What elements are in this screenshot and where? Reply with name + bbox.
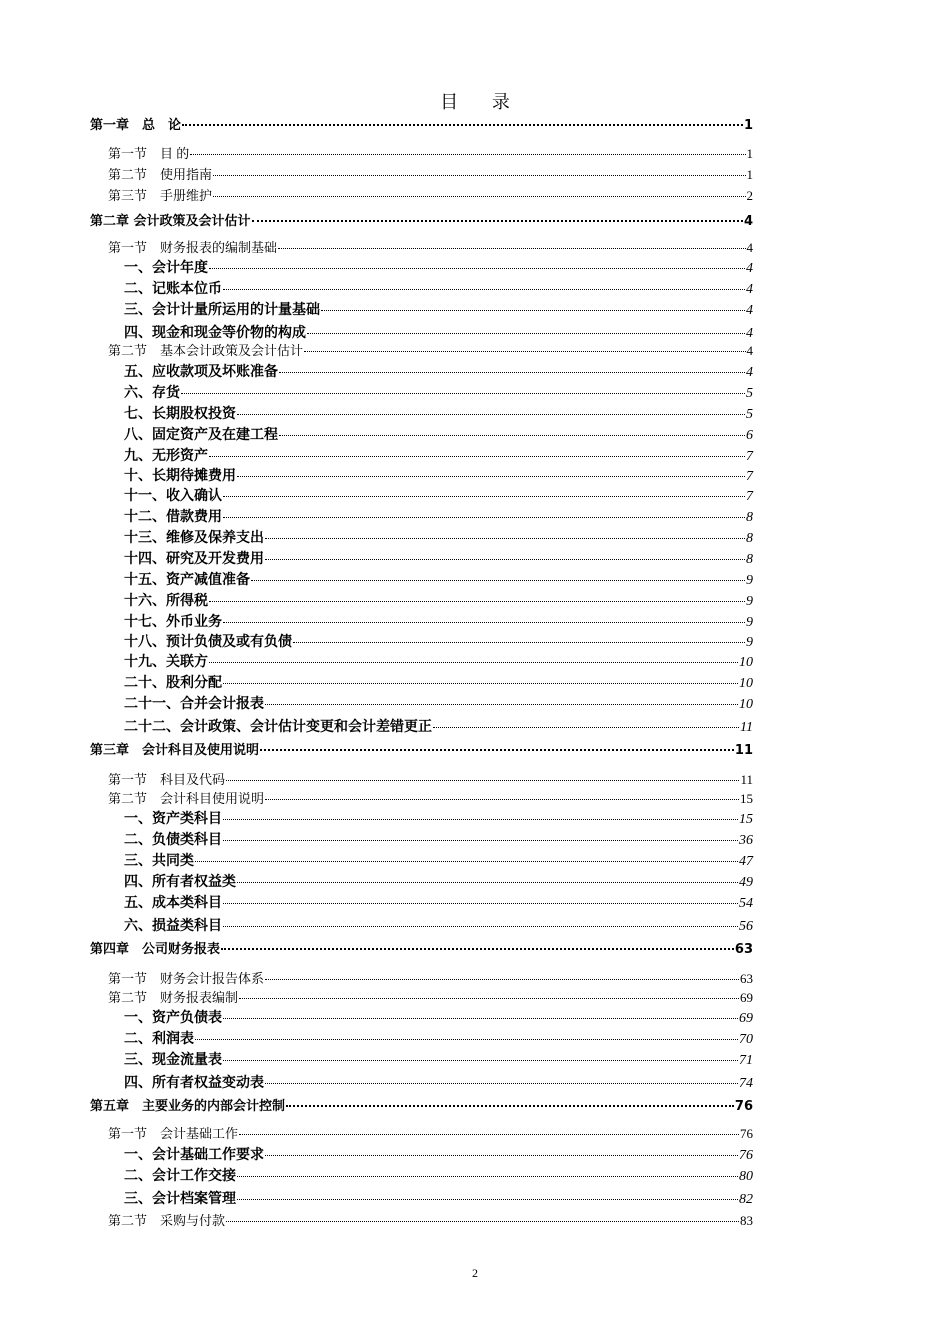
toc-dot-leader — [223, 840, 738, 841]
toc-entry-label: 三、现金流量表 — [124, 1052, 222, 1068]
toc-dot-leader — [223, 1060, 738, 1061]
toc-dot-leader — [279, 435, 745, 436]
toc-item-entry[interactable] — [90, 872, 753, 892]
toc-entry-page: 83 — [740, 1213, 753, 1228]
toc-entry-label: 第一节 财务报表的编制基础 — [108, 240, 278, 255]
toc-entry-label: 二、利润表 — [124, 1031, 194, 1047]
toc-item-entry[interactable] — [90, 673, 753, 693]
toc-entry-label: 十七、外币业务 — [124, 614, 222, 630]
toc-item-entry[interactable] — [90, 446, 753, 466]
toc-item-entry[interactable] — [90, 612, 753, 632]
toc-item-entry[interactable] — [90, 528, 753, 548]
toc-entry-page: 5 — [746, 407, 753, 422]
toc-section-entry[interactable] — [90, 186, 753, 206]
toc-entry-label: 一、会计基础工作要求 — [124, 1147, 264, 1163]
toc-entry-page: 74 — [739, 1076, 753, 1091]
toc-entry-label: 十一、收入确认 — [124, 488, 222, 504]
toc-item-entry[interactable] — [90, 1073, 753, 1093]
toc-dot-leader — [223, 903, 738, 904]
toc-entry-label: 六、损益类科目 — [124, 918, 222, 934]
toc-dot-leader — [209, 268, 745, 269]
toc-dot-leader — [286, 1105, 734, 1107]
toc-section-entry[interactable] — [90, 988, 753, 1008]
toc-item-entry[interactable] — [90, 1189, 753, 1209]
toc-dot-leader — [265, 979, 739, 980]
toc-entry-page: 7 — [746, 469, 753, 484]
toc-dot-leader — [209, 456, 745, 457]
toc-entry-label: 第二节 基本会计政策及会计估计 — [108, 343, 304, 358]
toc-section-entry[interactable] — [90, 789, 753, 809]
toc-item-entry[interactable] — [90, 507, 753, 527]
toc-entry-page: 15 — [739, 812, 753, 827]
toc-entry-page: 82 — [739, 1192, 753, 1207]
toc-entry-page: 9 — [746, 594, 753, 609]
toc-dot-leader — [223, 1018, 738, 1019]
toc-entry-label: 二、负债类科目 — [124, 832, 222, 848]
toc-item-entry[interactable] — [90, 851, 753, 871]
toc-item-entry[interactable] — [90, 486, 753, 506]
toc-dot-leader — [221, 948, 734, 950]
toc-item-entry[interactable] — [90, 652, 753, 672]
toc-dot-leader — [209, 662, 738, 663]
toc-entry-label: 四、现金和现金等价物的构成 — [124, 325, 306, 341]
toc-dot-leader — [260, 749, 734, 751]
toc-dot-leader — [307, 333, 745, 334]
toc-entry-label: 二、会计工作交接 — [124, 1168, 236, 1184]
toc-entry-label: 六、存货 — [124, 385, 180, 401]
toc-entry-page: 9 — [746, 635, 753, 650]
toc-entry-label: 五、应收款项及坏账准备 — [124, 364, 278, 380]
toc-entry-label: 三、共同类 — [124, 853, 194, 869]
toc-dot-leader — [223, 622, 745, 623]
toc-section-entry[interactable] — [90, 969, 753, 989]
toc-entry-label: 九、无形资产 — [124, 448, 208, 464]
toc-entry-page: 36 — [739, 833, 753, 848]
toc-entry-page: 4 — [746, 240, 753, 255]
toc-dot-leader — [304, 351, 745, 352]
toc-item-entry[interactable] — [90, 717, 753, 737]
toc-entry-label: 第一节 财务会计报告体系 — [108, 971, 265, 986]
toc-dot-leader — [237, 476, 745, 477]
toc-entry-page: 10 — [739, 655, 753, 670]
toc-entry-page: 49 — [739, 875, 753, 890]
toc-item-entry[interactable] — [90, 591, 753, 611]
toc-entry-label: 第二节 采购与付款 — [108, 1213, 226, 1228]
toc-entry-label: 十二、借款费用 — [124, 509, 222, 525]
toc-entry-label: 第三节 手册维护 — [108, 188, 213, 203]
toc-entry-label: 十八、预计负债及或有负债 — [124, 634, 292, 650]
toc-entry-label: 第二节 会计科目使用说明 — [108, 791, 265, 806]
toc-item-entry[interactable] — [90, 830, 753, 850]
toc-entry-label: 四、所有者权益变动表 — [124, 1075, 264, 1091]
toc-item-entry[interactable] — [90, 404, 753, 424]
toc-section-entry[interactable] — [90, 165, 753, 185]
toc-entry-page: 63 — [734, 942, 753, 957]
toc-dot-leader — [182, 124, 743, 126]
toc-entry-label: 一、资产负债表 — [124, 1010, 222, 1026]
toc-entry-page: 10 — [739, 676, 753, 691]
toc-entry-label: 五、成本类科目 — [124, 895, 222, 911]
toc-entry-label: 十六、所得税 — [124, 593, 208, 609]
toc-entry-label: 三、会计档案管理 — [124, 1191, 236, 1207]
toc-dot-leader — [223, 517, 745, 518]
toc-dot-leader — [279, 372, 745, 373]
toc-item-entry[interactable] — [90, 258, 753, 278]
toc-entry-page: 6 — [746, 428, 753, 443]
toc-entry-label: 第五章 主要业务的内部会计控制 — [90, 1099, 286, 1114]
toc-entry-page: 2 — [746, 188, 753, 203]
toc-dot-leader — [237, 1199, 738, 1200]
toc-entry-page: 76 — [734, 1099, 753, 1114]
toc-item-entry[interactable] — [90, 383, 753, 403]
toc-entry-page: 71 — [739, 1053, 753, 1068]
toc-dot-leader — [252, 220, 743, 222]
toc-dot-leader — [209, 601, 745, 602]
toc-dot-leader — [239, 1134, 739, 1135]
toc-entry-page: 1 — [743, 118, 753, 133]
toc-entry-page: 10 — [739, 697, 753, 712]
toc-item-entry[interactable] — [90, 300, 753, 320]
toc-dot-leader — [293, 642, 745, 643]
toc-item-entry[interactable] — [90, 570, 753, 590]
toc-item-entry[interactable] — [90, 1050, 753, 1070]
toc-entry-page: 4 — [746, 282, 753, 297]
toc-entry-label: 十四、研究及开发费用 — [124, 551, 264, 567]
toc-entry-page: 1 — [746, 167, 753, 182]
toc-item-entry[interactable] — [90, 694, 753, 714]
toc-entry-page: 69 — [740, 990, 753, 1005]
toc-entry-page: 1 — [746, 146, 753, 161]
toc-entry-label: 八、固定资产及在建工程 — [124, 427, 278, 443]
toc-entry-page: 11 — [734, 743, 753, 758]
toc-entry-page: 80 — [739, 1169, 753, 1184]
toc-title: 目 录 — [440, 92, 524, 113]
toc-entry-page: 11 — [740, 720, 753, 735]
toc-entry-page: 7 — [746, 449, 753, 464]
toc-dot-leader — [237, 1176, 738, 1177]
toc-entry-label: 一、资产类科目 — [124, 811, 222, 827]
toc-entry-label: 第二节 使用指南 — [108, 167, 213, 182]
toc-entry-label: 十五、资产减值准备 — [124, 572, 250, 588]
toc-dot-leader — [223, 819, 738, 820]
toc-item-entry[interactable] — [90, 809, 753, 829]
toc-entry-page: 9 — [746, 573, 753, 588]
toc-entry-page: 11 — [740, 772, 753, 787]
toc-entry-page: 76 — [740, 1126, 753, 1141]
page-number: 2 — [472, 1266, 478, 1280]
toc-dot-leader — [321, 310, 745, 311]
toc-entry-label: 第三章 会计科目及使用说明 — [90, 743, 260, 758]
toc-item-entry[interactable] — [90, 1166, 753, 1186]
toc-entry-label: 第四章 公司财务报表 — [90, 942, 221, 957]
toc-entry-page: 47 — [739, 854, 753, 869]
toc-entry-label: 一、会计年度 — [124, 260, 208, 276]
toc-dot-leader — [265, 799, 739, 800]
toc-entry-label: 第二节 财务报表编制 — [108, 990, 239, 1005]
toc-dot-leader — [223, 289, 745, 290]
toc-entry-page: 70 — [739, 1032, 753, 1047]
toc-entry-page: 4 — [746, 261, 753, 276]
toc-dot-leader — [195, 861, 738, 862]
toc-dot-leader — [213, 196, 745, 197]
toc-item-entry[interactable] — [90, 466, 753, 486]
toc-entry-label: 二十二、会计政策、会计估计变更和会计差错更正 — [124, 719, 432, 735]
toc-dot-leader — [190, 154, 745, 155]
toc-entry-page: 4 — [746, 365, 753, 380]
toc-item-entry[interactable] — [90, 323, 753, 343]
toc-entry-label: 十九、关联方 — [124, 654, 208, 670]
toc-dot-leader — [265, 704, 738, 705]
toc-entry-label: 第二章 会计政策及会计估计 — [90, 214, 251, 229]
toc-entry-label: 十、长期待摊费用 — [124, 468, 236, 484]
toc-entry-page: 8 — [746, 552, 753, 567]
toc-entry-label: 七、长期股权投资 — [124, 406, 236, 422]
toc-dot-leader — [265, 559, 745, 560]
toc-entry-page: 4 — [746, 343, 753, 358]
toc-dot-leader — [265, 1155, 738, 1156]
toc-entry-page: 4 — [746, 326, 753, 341]
toc-dot-leader — [433, 727, 739, 728]
toc-entry-label: 十三、维修及保养支出 — [124, 530, 264, 546]
toc-dot-leader — [265, 538, 745, 539]
toc-item-entry[interactable] — [90, 1029, 753, 1049]
toc-entry-page: 7 — [746, 489, 753, 504]
toc-entry-page: 8 — [746, 510, 753, 525]
toc-dot-leader — [237, 882, 738, 883]
toc-dot-leader — [226, 1221, 739, 1222]
toc-item-entry[interactable] — [90, 549, 753, 569]
toc-entry-page: 9 — [746, 615, 753, 630]
toc-section-entry[interactable] — [90, 1124, 753, 1144]
toc-chapter-entry[interactable] — [90, 741, 753, 761]
toc-entry-page: 54 — [739, 896, 753, 911]
toc-dot-leader — [226, 780, 739, 781]
toc-entry-label: 第一节 目 的 — [108, 146, 190, 161]
toc-dot-leader — [213, 175, 745, 176]
toc-entry-page: 56 — [739, 919, 753, 934]
toc-section-entry[interactable] — [90, 770, 753, 790]
toc-section-entry[interactable] — [90, 144, 753, 164]
toc-dot-leader — [251, 580, 745, 581]
toc-dot-leader — [195, 1039, 738, 1040]
toc-section-entry[interactable] — [90, 238, 753, 258]
toc-entry-label: 四、所有者权益类 — [124, 874, 236, 890]
toc-chapter-entry[interactable] — [90, 116, 753, 136]
toc-section-entry[interactable] — [90, 341, 753, 361]
toc-entry-page: 8 — [746, 531, 753, 546]
toc-dot-leader — [223, 926, 738, 927]
toc-dot-leader — [265, 1083, 738, 1084]
toc-entry-label: 三、会计计量所运用的计量基础 — [124, 302, 320, 318]
toc-entry-page: 63 — [740, 971, 753, 986]
toc-entry-page: 4 — [746, 303, 753, 318]
toc-entry-label: 二十一、合并会计报表 — [124, 696, 264, 712]
toc-entry-label: 二十、股利分配 — [124, 675, 222, 691]
toc-item-entry[interactable] — [90, 632, 753, 652]
toc-entry-label: 二、记账本位币 — [124, 281, 222, 297]
toc-entry-page: 4 — [743, 214, 753, 229]
toc-item-entry[interactable] — [90, 279, 753, 299]
toc-entry-label: 第一节 科目及代码 — [108, 772, 226, 787]
toc-chapter-entry[interactable] — [90, 212, 753, 232]
toc-chapter-entry[interactable] — [90, 940, 753, 960]
toc-item-entry[interactable] — [90, 425, 753, 445]
toc-dot-leader — [239, 998, 739, 999]
toc-entry-label: 第一节 会计基础工作 — [108, 1126, 239, 1141]
toc-entry-page: 5 — [746, 386, 753, 401]
toc-item-entry[interactable] — [90, 362, 753, 382]
toc-dot-leader — [237, 414, 745, 415]
toc-dot-leader — [181, 393, 745, 394]
toc-item-entry[interactable] — [90, 1145, 753, 1165]
toc-entry-page: 15 — [740, 791, 753, 806]
toc-item-entry[interactable] — [90, 1008, 753, 1028]
toc-dot-leader — [223, 496, 745, 497]
toc-entry-page: 69 — [739, 1011, 753, 1026]
toc-item-entry[interactable] — [90, 916, 753, 936]
toc-dot-leader — [278, 248, 745, 249]
toc-section-entry[interactable] — [90, 1211, 753, 1231]
toc-entry-label: 第一章 总 论 — [90, 118, 182, 133]
toc-chapter-entry[interactable] — [90, 1097, 753, 1117]
toc-dot-leader — [223, 683, 738, 684]
toc-item-entry[interactable] — [90, 893, 753, 913]
toc-entry-page: 76 — [739, 1148, 753, 1163]
